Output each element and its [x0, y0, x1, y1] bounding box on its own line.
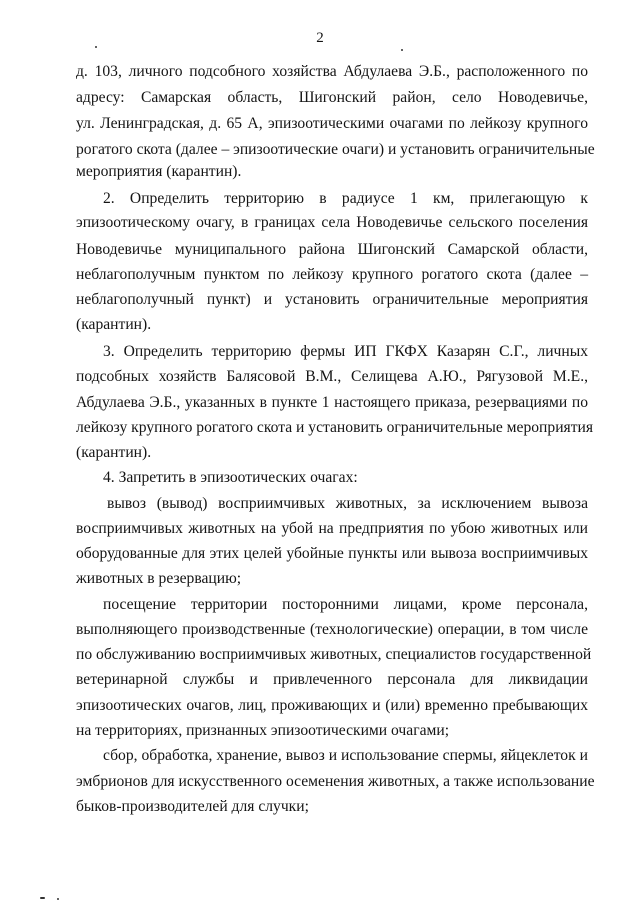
text-line: Новодевичье муниципального района Шигонский Самарской области, [76, 241, 588, 258]
text-line: эпизоотическому очагу, в границах села Новодевичье сельского поселения [76, 214, 588, 231]
text-line: неблагополучным пунктом по лейкозу крупного рогатого скота (далее – [76, 266, 588, 283]
text-line: эмбрионов для искусственного осеменения животных, а также использование [76, 773, 595, 790]
text-line: Абдулаева Э.Б., указанных в пункте 1 настоящего приказа, резервациями по [76, 394, 588, 411]
text-line: ул. Ленинградская, д. 65 А, эпизоотическими очагами по лейкозу крупного [76, 115, 588, 132]
text-line: ветеринарной службы и привлеченного персонала для ликвидации [76, 671, 588, 688]
text-line: вывоз (вывод) восприимчивых животных, за исключением вывоза [107, 495, 588, 512]
text-line: восприимчивых животных на убой на предприятия по убою животных или [76, 520, 588, 537]
text-line: выполняющего производственные (технологические) операции, в том числе [76, 621, 588, 638]
text-line: мероприятия (карантин). [76, 163, 242, 180]
scan-speck [57, 898, 59, 900]
text-line: неблагополучный пункт) и установить ограничительные мероприятия [76, 291, 588, 308]
text-line: оборудованные для этих целей убойные пункты или вывоза восприимчивых [76, 545, 588, 562]
text-line: животных в резервацию; [76, 570, 242, 587]
text-line: лейкозу крупного рогатого скота и установить ограничительные мероприятия [76, 419, 594, 436]
page-number: 2 [316, 30, 324, 46]
text-line: 3. Определить территорию фермы ИП ГКФХ Казарян С.Г., личных [103, 343, 588, 360]
text-line: 2. Определить территорию в радиусе 1 км, прилегающую к [103, 190, 588, 207]
text-line: подсобных хозяйств Балясовой В.М., Селищева А.Ю., Рягузовой М.Е., [76, 368, 588, 385]
text-line: сбор, обработка, хранение, вывоз и использование спермы, яйцеклеток и [103, 747, 588, 764]
scan-speck [401, 49, 403, 51]
text-line: рогатого скота (далее – эпизоотические очаги) и установить ограничительные [76, 141, 595, 158]
scan-speck [95, 46, 97, 48]
text-line: быков-производителей для случки; [76, 798, 309, 815]
text-line: эпизоотических очагов, лиц, проживающих и (или) временно пребывающих [76, 697, 588, 714]
text-line: 4. Запретить в эпизоотических очагах: [103, 469, 358, 486]
text-line: на территориях, признанных эпизоотическими очагами; [76, 722, 450, 739]
text-line: (карантин). [76, 444, 152, 461]
text-line: по обслуживанию восприимчивых животных, специалистов государственной [76, 646, 592, 663]
text-line: (карантин). [76, 316, 152, 333]
text-line: адресу: Самарская область, Шигонский район, село Новодевичье, [76, 89, 588, 106]
text-line: посещение территории посторонними лицами, кроме персонала, [103, 596, 588, 613]
text-line: д. 103, личного подсобного хозяйства Абдулаева Э.Б., расположенного по [76, 63, 588, 80]
scan-speck [40, 897, 45, 899]
